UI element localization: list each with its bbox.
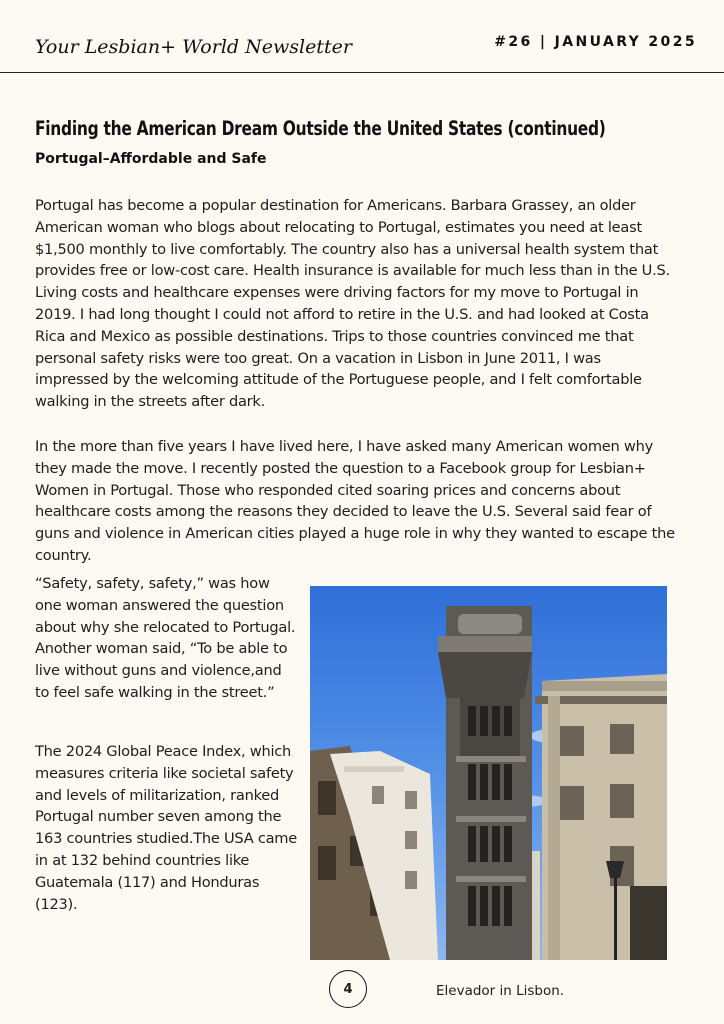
section-subtitle: Portugal–Affordable and Safe <box>35 151 267 167</box>
newsletter-header <box>0 0 724 73</box>
article-paragraph-4: The 2024 Global Peace Index, which measures criteria like societal safety and levels of militarization, ranked Portugal number seven among the 163 countries studied.The USA came in at 132 behind countries like Guatemala (117) and Honduras (123). <box>35 743 297 913</box>
newsletter-title: Your Lesbian+ World Newsletter <box>35 36 352 58</box>
elevador-photo <box>310 586 667 960</box>
article-title: Finding the American Dream Outside the United States (continued) <box>35 117 606 140</box>
article-paragraph-3: “Safety, safety, safety,” was how one woman answered the question about why she relocated to Portugal. Another woman said, “To be able to live without guns and violence,and to feel safe walking in the street.” <box>35 575 296 701</box>
issue-label: #26 | JANUARY 2025 <box>494 34 697 50</box>
article-paragraph-2: In the more than five years I have lived here, I have asked many American women why they made the move. I recently posted the question to a Facebook group for Lesbian+ Women in Portugal. Those who responded cited soaring prices and concerns about healthcare costs among the reasons they decided to leave the U.S. Several said fear of guns and violence in American cities played a huge role in why they wanted to escape the country. <box>35 438 675 564</box>
article-paragraph-1: Portugal has become a popular destination for Americans. Barbara Grassey, an older American woman who blogs about relocating to Portugal, estimates you need at least $1,500 monthly to live comfortably. The country also has a universal health system that provides free or low-cost care. Health insurance is available for much less than in the U.S. Living costs and healthcare expenses were driving factors for my move to Portugal in 2019. I had long thought I could not afford to retire in the U.S. and had looked at Costa Rica and Mexico as possible destinations. Trips to those countries convinced me that personal safety risks were too great. On a vacation in Lisbon in June 2011, I was impressed by the welcoming attitude of the Portuguese people, and I felt comfortable walking in the streets after dark. <box>35 197 670 411</box>
photo-caption: Elevador in Lisbon. <box>436 983 565 999</box>
page-number: 4 <box>329 970 367 1008</box>
elevador-illustration <box>310 586 667 960</box>
